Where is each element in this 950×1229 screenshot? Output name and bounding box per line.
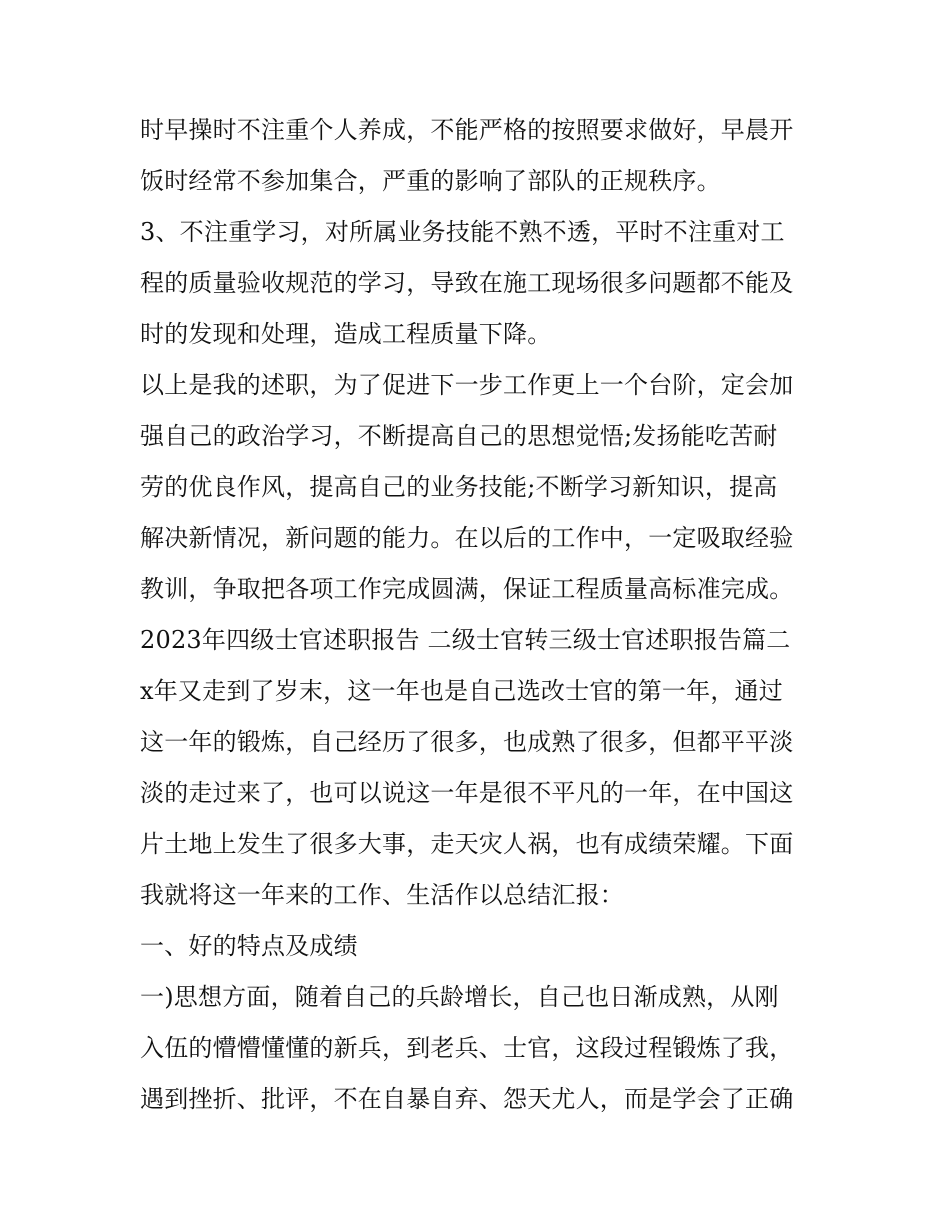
text-line: 时的发现和处理，造成工程质量下降。: [140, 320, 552, 348]
text-line: 教训，争取把各项工作完成圆满，保证工程质量高标准完成。: [140, 575, 794, 603]
text-line: 这一年的锻炼，自己经历了很多，也成熟了很多，但都平平淡: [140, 728, 794, 756]
text-line: 一)思想方面，随着自己的兵龄增长，自己也日渐成熟，从刚: [140, 983, 779, 1011]
text-line: 强自己的政治学习，不断提高自己的思想觉悟;发扬能吃苦耐: [140, 422, 778, 450]
text-line: 以上是我的述职，为了促进下一步工作更上一个台阶，定会加: [140, 371, 794, 399]
text-line: 时早操时不注重个人养成，不能严格的按照要求做好，早晨开: [140, 116, 794, 144]
section-heading: 一、好的特点及成绩: [140, 932, 358, 960]
text-line: 淡的走过来了，也可以说这一年是很不平凡的一年，在中国这: [140, 779, 794, 807]
text-line: 程的质量验收规范的学习，导致在施工现场很多问题都不能及: [140, 269, 794, 297]
text-line: 3、不注重学习，对所属业务技能不熟不透，平时不注重对工: [140, 218, 785, 246]
text-line: 遇到挫折、批评，不在自暴自弃、怨天尤人，而是学会了正确: [140, 1085, 794, 1113]
text-line: 我就将这一年来的工作、生活作以总结汇报：: [140, 881, 624, 909]
text-line: 劳的优良作风，提高自己的业务技能;不断学习新知识，提高: [140, 473, 778, 501]
text-line: 入伍的懵懵懂懂的新兵，到老兵、士官，这段过程锻炼了我，: [140, 1034, 794, 1062]
text-line: x年又走到了岁末，这一年也是自己选改士官的第一年，通过: [140, 677, 783, 705]
text-line: 片土地上发生了很多大事，走天灾人祸，也有成绩荣耀。下面: [140, 830, 794, 858]
text-line: 解决新情况，新问题的能力。在以后的工作中，一定吸取经验: [140, 524, 794, 552]
section-heading: 2023年四级士官述职报告 二级士官转三级士官述职报告篇二: [140, 626, 791, 654]
text-line: 饭时经常不参加集合，严重的影响了部队的正规秩序。: [140, 167, 721, 195]
